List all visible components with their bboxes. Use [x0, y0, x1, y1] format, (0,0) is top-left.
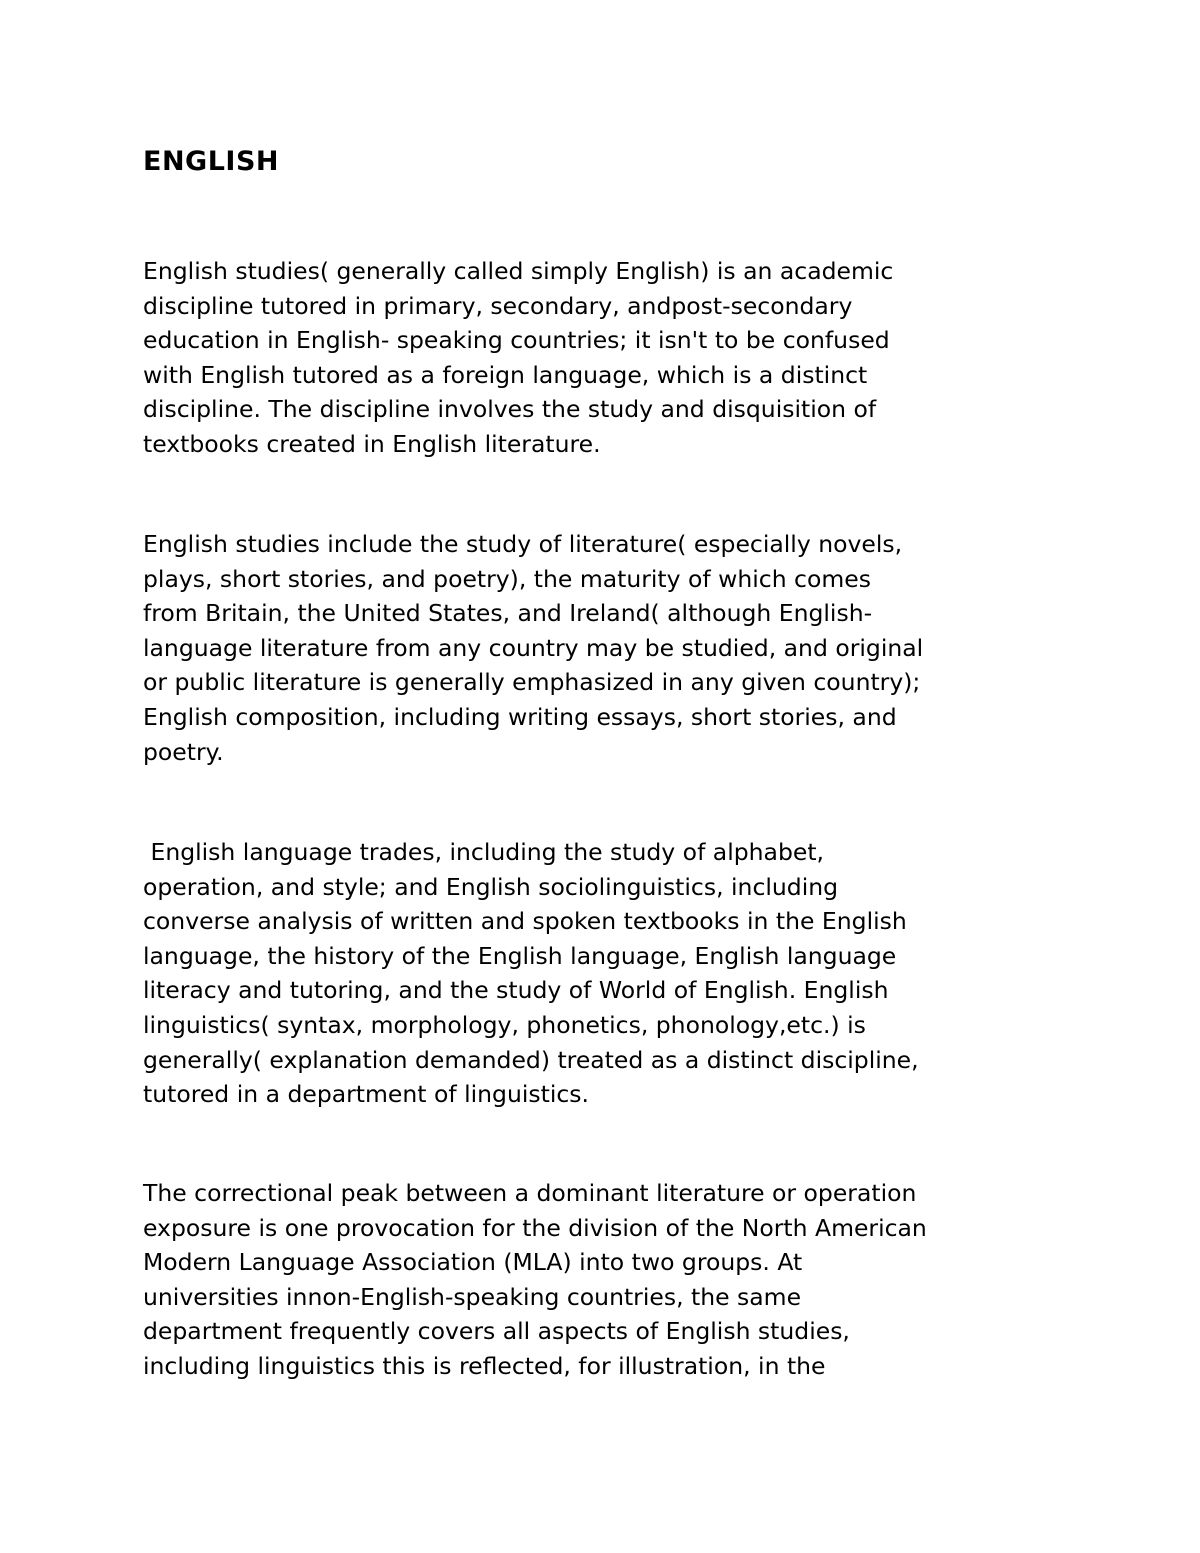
- paragraph-line: from Britain, the United States, and Ireland( although English-: [143, 599, 873, 628]
- paragraph-line: literacy and tutoring, and the study of World of English. English: [143, 976, 889, 1005]
- paragraph-line: discipline tutored in primary, secondary, andpost-secondary: [143, 291, 853, 320]
- paragraph-line: English studies( generally called simply English) is an academic: [143, 257, 894, 285]
- paragraph-3: [143, 835, 1073, 1112]
- paragraph-line: textbooks created in English literature.: [143, 429, 601, 458]
- paragraph-line: Modern Language Association (MLA) into two groups. At: [143, 1248, 803, 1277]
- paragraph-line: including linguistics this is reflected, for illustration, in the: [143, 1351, 826, 1380]
- paragraph-line: universities innon-English-speaking countries, the same: [143, 1282, 802, 1311]
- paragraph-line: discipline. The discipline involves the study and disquisition of: [143, 395, 877, 424]
- paragraph-line: with English tutored as a foreign language, which is a distinct: [143, 360, 868, 389]
- paragraph-line: education in English- speaking countries; it isn't to be confused: [143, 326, 890, 355]
- paragraph-1: [143, 254, 1073, 462]
- paragraph-line: English composition, including writing essays, short stories, and: [143, 702, 897, 731]
- paragraph-4: [143, 1176, 1073, 1384]
- document-title: ENGLISH: [143, 146, 279, 177]
- paragraph-line: The correctional peak between a dominant literature or operation: [143, 1179, 917, 1207]
- paragraph-line: linguistics( syntax, morphology, phonetics, phonology,etc.) is: [143, 1010, 866, 1039]
- paragraph-line: tutored in a department of linguistics.: [143, 1080, 589, 1109]
- paragraph-line: poetry.: [143, 737, 224, 766]
- paragraph-line: department frequently covers all aspects of English studies,: [143, 1317, 850, 1346]
- paragraph-line: plays, short stories, and poetry), the maturity of which comes: [143, 564, 871, 593]
- paragraph-line: generally( explanation demanded) treated as a distinct discipline,: [143, 1045, 919, 1074]
- paragraph-line: operation, and style; and English sociolinguistics, including: [143, 872, 839, 901]
- paragraph-line: converse analysis of written and spoken textbooks in the English: [143, 907, 907, 936]
- paragraph-line: English language trades, including the study of alphabet,: [143, 838, 825, 866]
- paragraph-line: or public literature is generally emphasized in any given country);: [143, 668, 921, 697]
- paragraph-line: language literature from any country may be studied, and original: [143, 633, 924, 662]
- paragraph-line: language, the history of the English language, English language: [143, 941, 897, 970]
- paragraph-line: exposure is one provocation for the division of the North American: [143, 1213, 927, 1242]
- paragraph-2: [143, 527, 1073, 769]
- paragraph-line: English studies include the study of literature( especially novels,: [143, 530, 903, 558]
